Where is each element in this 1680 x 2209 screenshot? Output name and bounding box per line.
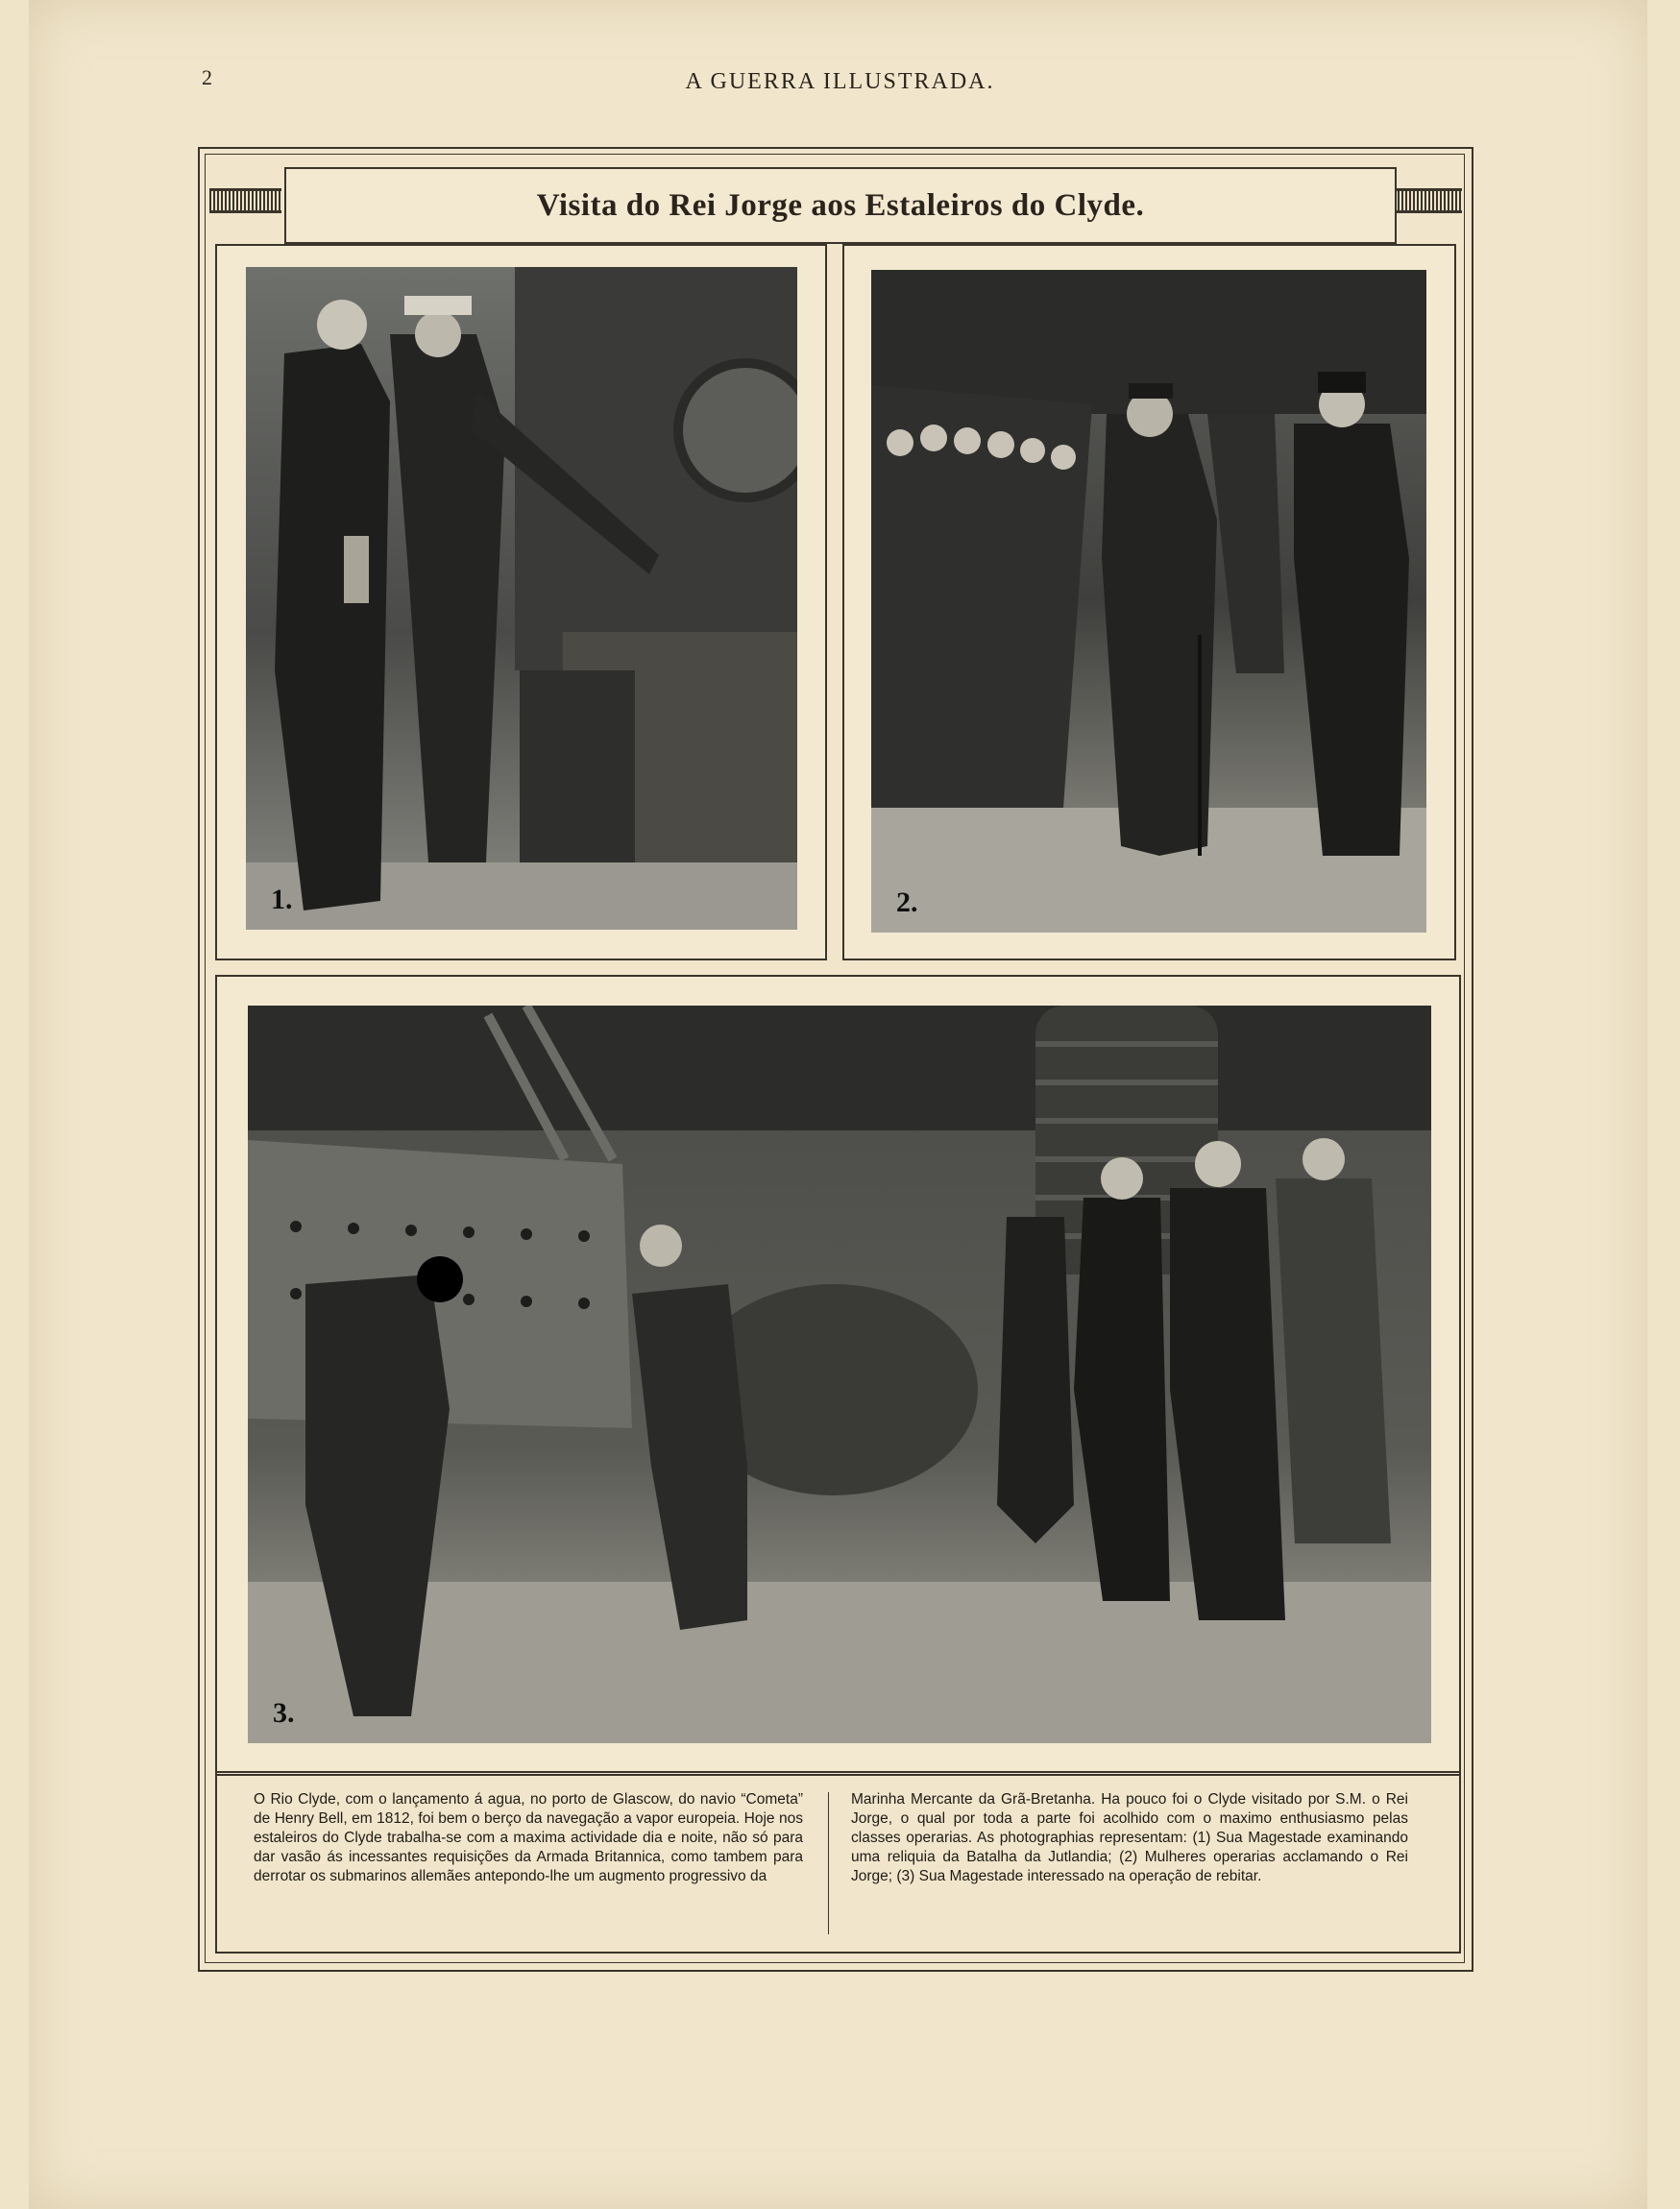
photo-panel-2	[842, 244, 1456, 960]
photo-1-image	[246, 267, 797, 930]
page-number: 2	[202, 65, 212, 89]
title-ornament-right	[1390, 188, 1462, 213]
photo-number-1: 1.	[271, 884, 293, 915]
photo-2-image	[871, 270, 1426, 933]
caption-right-column: Marinha Mercante da Grã-Bretanha. Ha pouco foi o Clyde visitado por S.M. o Rei Jorge, o qual por toda a parte foi acolhido com o maximo enthusiasmo pelas classes operarias. As photographias representam: (1) Sua Magestade examinando uma reliquia da Batalha da Jutlandia; (2) Mulheres operarias acclamando o Rei Jorge; (3) Sua Magestade interessado na operação de rebitar.	[851, 1791, 1408, 1884]
caption-left-column: O Rio Clyde, com o lançamento á agua, no porto de Glascow, do navio “Cometa” de Henry Bell, em 1812, foi bem o berço da navegação a vapor europeia. Hoje nos estaleiros do Clyde trabalha-se com a maxima actividade dia e noite, não só para dar vasão ás incessantes requisições da Armada Britannica, como tambem para derrotar os submarinos allemães antepondo-lhe um augmento progressivo da	[254, 1791, 803, 1884]
photo-panel-1	[215, 244, 827, 960]
caption-column-divider	[828, 1792, 829, 1934]
photo-number-3: 3.	[273, 1697, 295, 1729]
article-title: Visita do Rei Jorge aos Estaleiros do Clyde.	[536, 187, 1145, 223]
photo-1	[246, 267, 797, 930]
photo-3-image	[248, 1006, 1431, 1743]
photo-panel-3	[215, 975, 1461, 1776]
photo-number-2: 2.	[896, 886, 918, 918]
running-head: A GUERRA ILLUSTRADA.	[685, 69, 995, 94]
title-ornament-left	[209, 188, 281, 213]
title-box	[284, 167, 1397, 244]
photo-2	[871, 270, 1426, 933]
caption-box	[215, 1771, 1461, 1954]
photo-3	[248, 1006, 1431, 1743]
